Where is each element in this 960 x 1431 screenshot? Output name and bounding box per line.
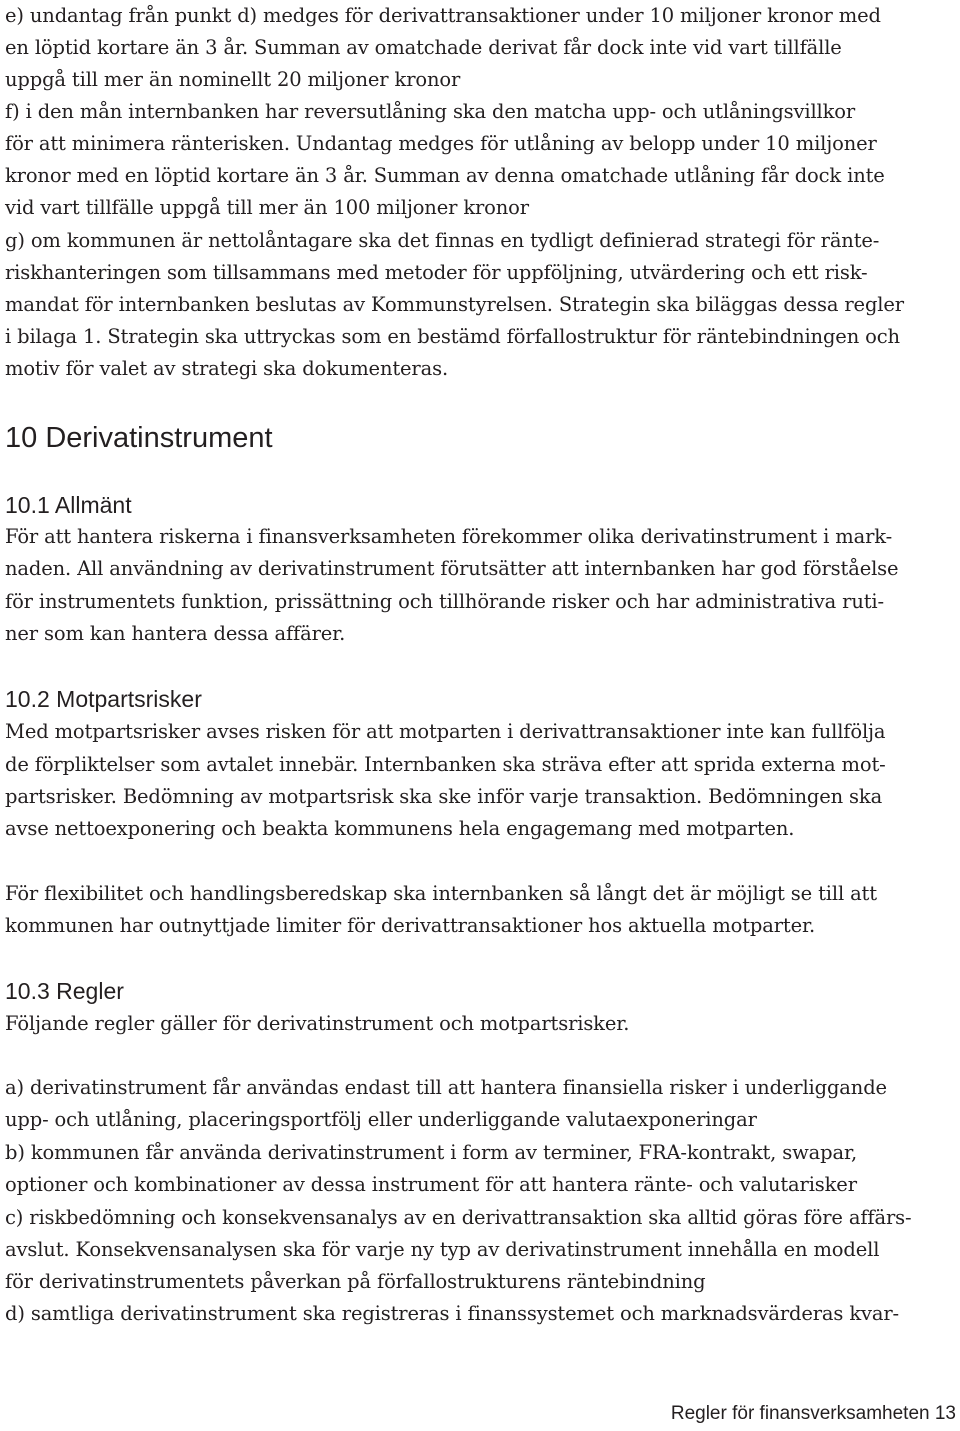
rule-line: avslut. Konsekvensanalysen ska för varje ny typ av derivatinstrument innehålla en modell: [5, 1238, 880, 1261]
paragraph-e-line: e) undantag från punkt d) medges för derivattransaktioner under 10 miljoner kronor med: [5, 4, 881, 27]
subsection-heading: 10.2 Motpartsrisker: [5, 686, 202, 712]
paragraph-g-line: i bilaga 1. Strategin ska uttryckas som en bestämd förfallostruktur för räntebindningen och: [5, 325, 900, 348]
subsection-2-line: de förpliktelser som avtalet innebär. Internbanken ska sträva efter att sprida externa mot-: [5, 753, 886, 776]
rule-line: upp- och utlåning, placeringsportfölj eller underliggande valutaexponeringar: [5, 1108, 757, 1131]
subsection-1-line: För att hantera riskerna i finansverksamheten förekommer olika derivatinstrument i mark-: [5, 525, 893, 548]
paragraph-g-line: mandat för internbanken beslutas av Kommunstyrelsen. Strategin ska biläggas dessa regler: [5, 293, 904, 316]
paragraph-f-line: vid vart tillfälle uppgå till mer än 100 miljoner kronor: [5, 196, 529, 219]
subsection-1-line: naden. All användning av derivatinstrument förutsätter att internbanken har god förståelse: [5, 557, 899, 580]
subsection-2-line: kommunen har outnyttjade limiter för derivattransaktioner hos aktuella motparter.: [5, 914, 816, 937]
paragraph-e-line: en löptid kortare än 3 år. Summan av omatchade derivat får dock inte vid vart tillfälle: [5, 36, 842, 59]
paragraph-g-line: g) om kommunen är nettolåntagare ska det finnas en tydligt definierad strategi för ränte-: [5, 229, 880, 252]
subsection-1-line: ner som kan hantera dessa affärer.: [5, 622, 346, 645]
page-footer: Regler för finansverksamheten 13: [670, 1403, 956, 1424]
rule-line: a) derivatinstrument får användas endast till att hantera finansiella risker i underliggande: [5, 1076, 887, 1099]
rule-line: c) riskbedömning och konsekvensanalys av en derivattransaktion ska alltid göras före affärs-: [5, 1206, 912, 1229]
subsection-2-line: avse nettoexponering och beakta kommunens hela engagemang med motparten.: [5, 817, 795, 840]
paragraph-f-line: f) i den mån internbanken har reversutlåning ska den matcha upp- och utlåningsvillkor: [5, 100, 856, 123]
section-heading: 10 Derivatinstrument: [5, 422, 273, 454]
paragraph-g-line: riskhanteringen som tillsammans med metoder för uppföljning, utvärdering och ett risk-: [5, 261, 868, 284]
subsection-3-intro: Följande regler gäller för derivatinstrument och motpartsrisker.: [5, 1012, 630, 1035]
paragraph-f-line: kronor med en löptid kortare än 3 år. Summan av denna omatchade utlåning får dock inte: [5, 164, 885, 187]
paragraph-f-line: för att minimera ränterisken. Undantag medges för utlåning av belopp under 10 miljoner: [5, 132, 877, 155]
subsection-1-line: för instrumentets funktion, prissättning och tillhörande risker och har administrativa ruti-: [5, 590, 884, 613]
rule-line: d) samtliga derivatinstrument ska registreras i finanssystemet och marknadsvärderas kvar-: [5, 1302, 899, 1325]
subsection-2-line: partsrisker. Bedömning av motpartsrisk ska ske inför varje transaktion. Bedömningen ska: [5, 785, 883, 808]
subsection-heading: 10.1 Allmänt: [5, 492, 132, 518]
rule-line: b) kommunen får använda derivatinstrument i form av terminer, FRA-kontrakt, swapar,: [5, 1141, 858, 1164]
rule-line: optioner och kombinationer av dessa instrument för att hantera ränte- och valutarisker: [5, 1173, 857, 1196]
rule-line: för derivatinstrumentets påverkan på förfallostrukturens räntebindning: [5, 1270, 706, 1293]
paragraph-e-line: uppgå till mer än nominellt 20 miljoner kronor: [5, 68, 461, 91]
subsection-heading: 10.3 Regler: [5, 978, 124, 1004]
subsection-2-line: Med motpartsrisker avses risken för att motparten i derivattransaktioner inte kan fullfölja: [5, 720, 886, 743]
subsection-2-line: För flexibilitet och handlingsberedskap ska internbanken så långt det är möjligt se till att: [5, 882, 877, 905]
paragraph-g-line: motiv för valet av strategi ska dokumenteras.: [5, 357, 448, 380]
